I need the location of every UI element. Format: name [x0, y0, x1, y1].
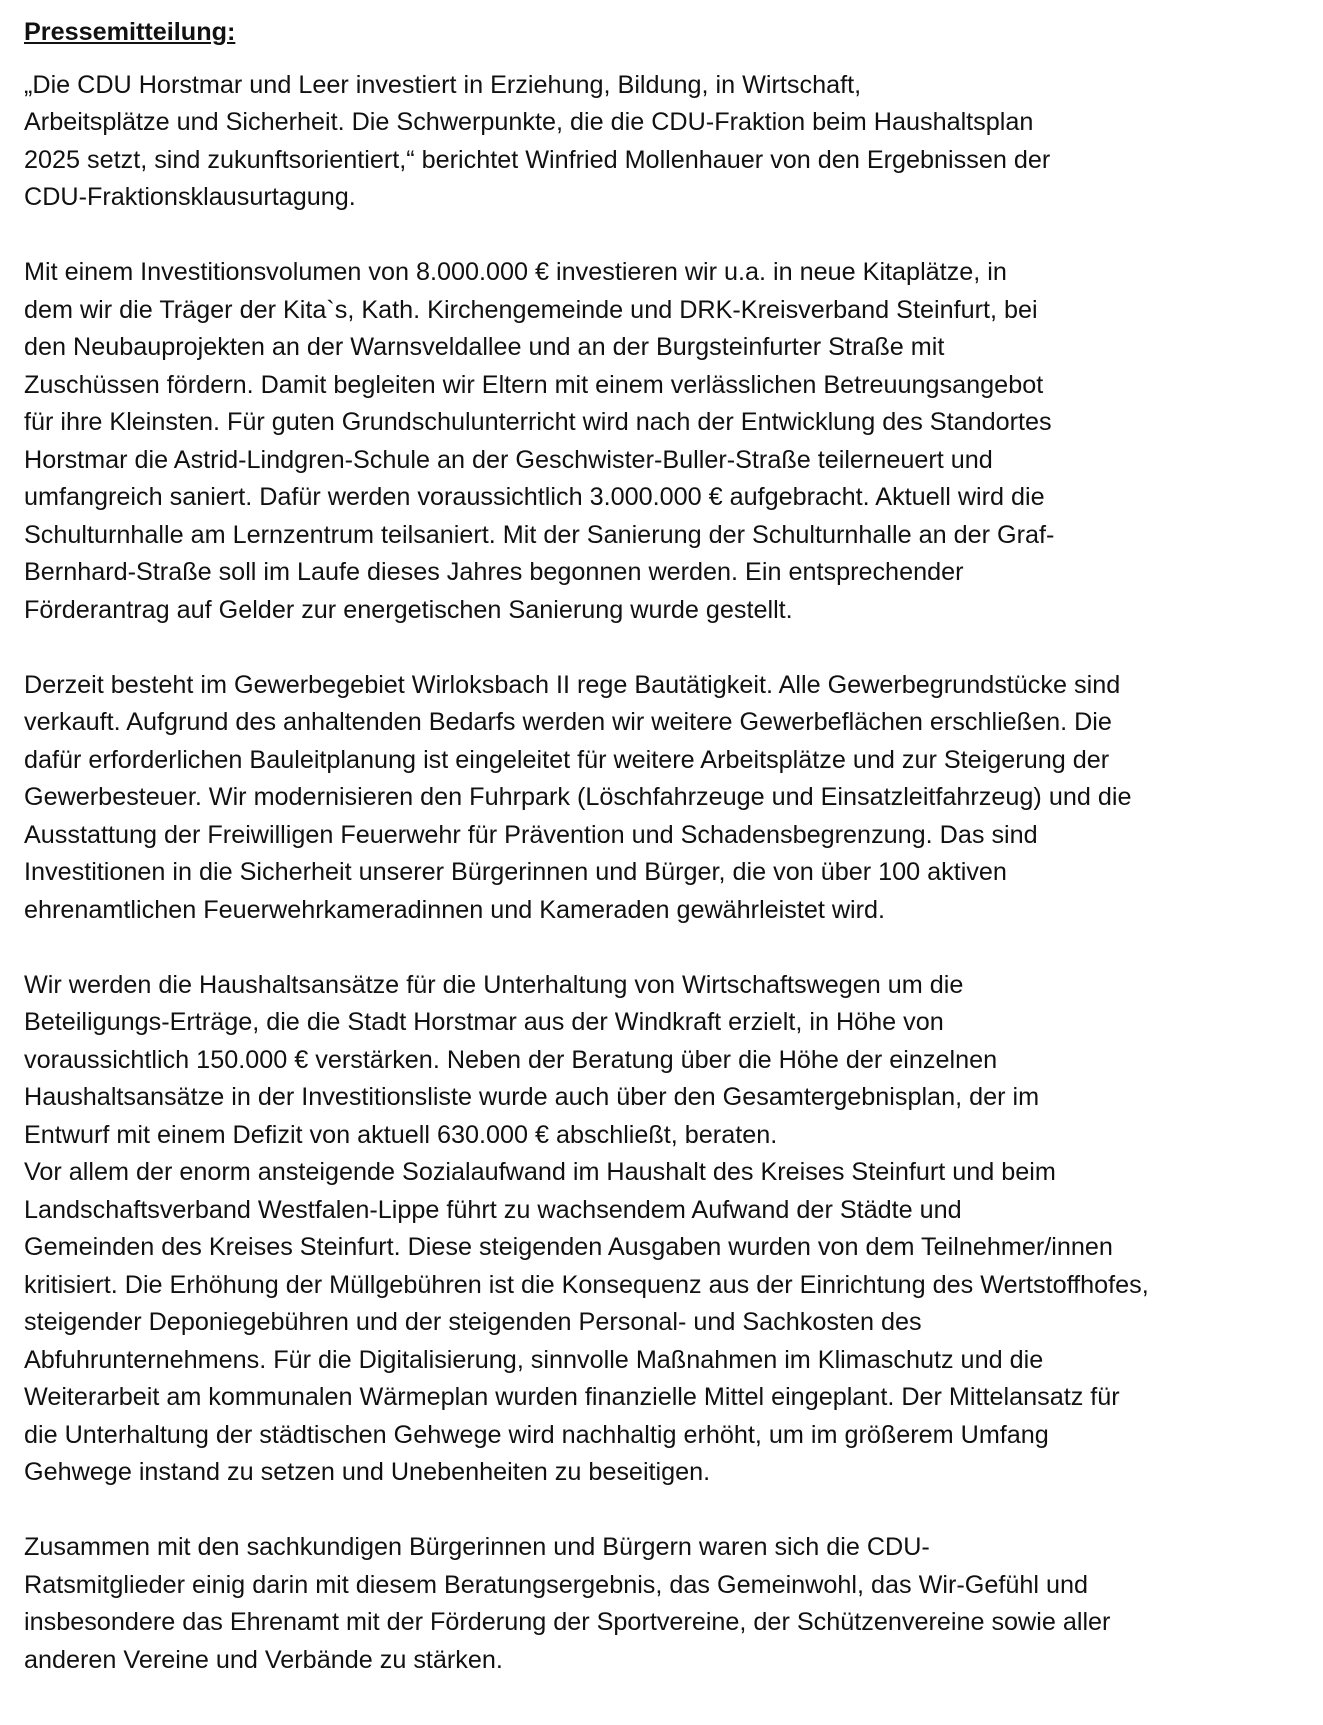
paragraph-budget [24, 967, 1314, 1155]
text-line: Haushaltsansätze in der Investitionsliste wurde auch über den Gesamtergebnisplan, der im [24, 1083, 1040, 1111]
text-line: verkauft. Aufgrund des anhaltenden Bedarfs werden wir weitere Gewerbeflächen erschließen. Die [24, 708, 1112, 736]
text-line: Ratsmitglieder einig darin mit diesem Beratungsergebnis, das Gemeinwohl, das Wir-Gefühl und [24, 1570, 1088, 1599]
text-line: kritisiert. Die Erhöhung der Müllgebühren ist die Konsequenz aus der Einrichtung des Wertstoffhofes, [24, 1270, 1149, 1299]
text-line: anderen Vereine und Verbände zu stärken. [24, 1645, 503, 1674]
text-line: Schulturnhalle am Lernzentrum teilsaniert. Mit der Sanierung der Schulturnhalle an der Graf- [24, 520, 1055, 549]
text-line: Zusammen mit den sachkundigen Bürgerinnen und Bürgern waren sich die CDU- [24, 1533, 930, 1561]
text-line: Investitionen in die Sicherheit unserer Bürgerinnen und Bürger, die von über 100 aktiven [24, 858, 1007, 886]
text-line: ehrenamtlichen Feuerwehrkameradinnen und Kameraden gewährleistet wird. [24, 895, 886, 924]
text-line: „Die CDU Horstmar und Leer investiert in Erziehung, Bildung, in Wirtschaft, [24, 70, 862, 99]
text-line: für ihre Kleinsten. Für guten Grundschulunterricht wird nach der Entwicklung des Standortes [24, 408, 1052, 436]
paragraph-conclusion [24, 1529, 1314, 1679]
text-line: Arbeitsplätze und Sicherheit. Die Schwerpunkte, die die CDU-Fraktion beim Haushaltsplan [24, 108, 1034, 136]
document-title: Pressemitteilung: [24, 18, 236, 46]
text-line: Mit einem Investitionsvolumen von 8.000.000 € investieren wir u.a. in neue Kitaplätze, in [24, 258, 1007, 286]
text-line: die Unterhaltung der städtischen Gehwege wird nachhaltig erhöht, um im größerem Umfang [24, 1420, 1049, 1449]
text-line: Abfuhrunternehmens. Für die Digitalisierung, sinnvolle Maßnahmen im Klimaschutz und die [24, 1345, 1044, 1374]
paragraph-intro [24, 67, 1314, 217]
text-line: dafür erforderlichen Bauleitplanung ist eingeleitet für weitere Arbeitsplätze und zur Steigerung der [24, 745, 1110, 774]
text-line: CDU-Fraktionsklausurtagung. [24, 183, 356, 211]
text-line: Horstmar die Astrid-Lindgren-Schule an der Geschwister-Buller-Straße teilerneuert und [24, 445, 993, 474]
text-line: Zuschüssen fördern. Damit begleiten wir Eltern mit einem verlässlichen Betreuungsangebot [24, 370, 1044, 399]
text-line: steigender Deponiegebühren und der steigenden Personal- und Sachkosten des [24, 1308, 922, 1336]
text-line: umfangreich saniert. Dafür werden voraussichtlich 3.000.000 € aufgebracht. Aktuell wird die [24, 483, 1045, 511]
text-line: voraussichtlich 150.000 € verstärken. Neben der Beratung über die Höhe der einzelnen [24, 1045, 998, 1074]
document-page [24, 14, 1314, 1717]
text-line: Vor allem der enorm ansteigende Sozialaufwand im Haushalt des Kreises Steinfurt und beim [24, 1158, 1056, 1186]
text-line: Weiterarbeit am kommunalen Wärmeplan wurden finanzielle Mittel eingeplant. Der Mittelansatz für [24, 1383, 1120, 1411]
text-line: Entwurf mit einem Defizit von aktuell 630.000 € abschließt, beraten. [24, 1120, 778, 1149]
text-line: dem wir die Träger der Kita`s, Kath. Kirchengemeinde und DRK-Kreisverband Steinfurt, bei [24, 295, 1038, 324]
text-line: Beteiligungs-Erträge, die die Stadt Horstmar aus der Windkraft erzielt, in Höhe von [24, 1008, 944, 1036]
text-line: Landschaftsverband Westfalen-Lippe führt zu wachsendem Aufwand der Städte und [24, 1195, 962, 1224]
text-line: Gehwege instand zu setzen und Unebenheiten zu beseitigen. [24, 1458, 711, 1486]
paragraph-social-costs [24, 1154, 1314, 1492]
text-line: Bernhard-Straße soll im Laufe dieses Jahres begonnen werden. Ein entsprechender [24, 558, 964, 586]
text-line: Gewerbesteuer. Wir modernisieren den Fuhrpark (Löschfahrzeuge und Einsatzleitfahrzeug) und die [24, 783, 1132, 811]
text-line: den Neubauprojekten an der Warnsveldallee und an der Burgsteinfurter Straße mit [24, 333, 945, 361]
text-line: Derzeit besteht im Gewerbegebiet Wirloksbach II rege Bautätigkeit. Alle Gewerbegrundstücke sind [24, 670, 1121, 699]
paragraph-investments [24, 254, 1314, 629]
text-line: Wir werden die Haushaltsansätze für die Unterhaltung von Wirtschaftswegen um die [24, 970, 964, 999]
text-line: Ausstattung der Freiwilligen Feuerwehr für Prävention und Schadensbegrenzung. Das sind [24, 820, 1038, 849]
text-line: Gemeinden des Kreises Steinfurt. Diese steigenden Ausgaben wurden von dem Teilnehmer/innen [24, 1233, 1113, 1261]
paragraph-business-fire-department [24, 667, 1314, 930]
text-line: Förderantrag auf Gelder zur energetischen Sanierung wurde gestellt. [24, 595, 793, 624]
text-line: insbesondere das Ehrenamt mit der Förderung der Sportvereine, der Schützenvereine sowie aller [24, 1608, 1111, 1636]
text-line: 2025 setzt, sind zukunftsorientiert,“ berichtet Winfried Mollenhauer von den Ergebnissen der [24, 145, 1051, 174]
